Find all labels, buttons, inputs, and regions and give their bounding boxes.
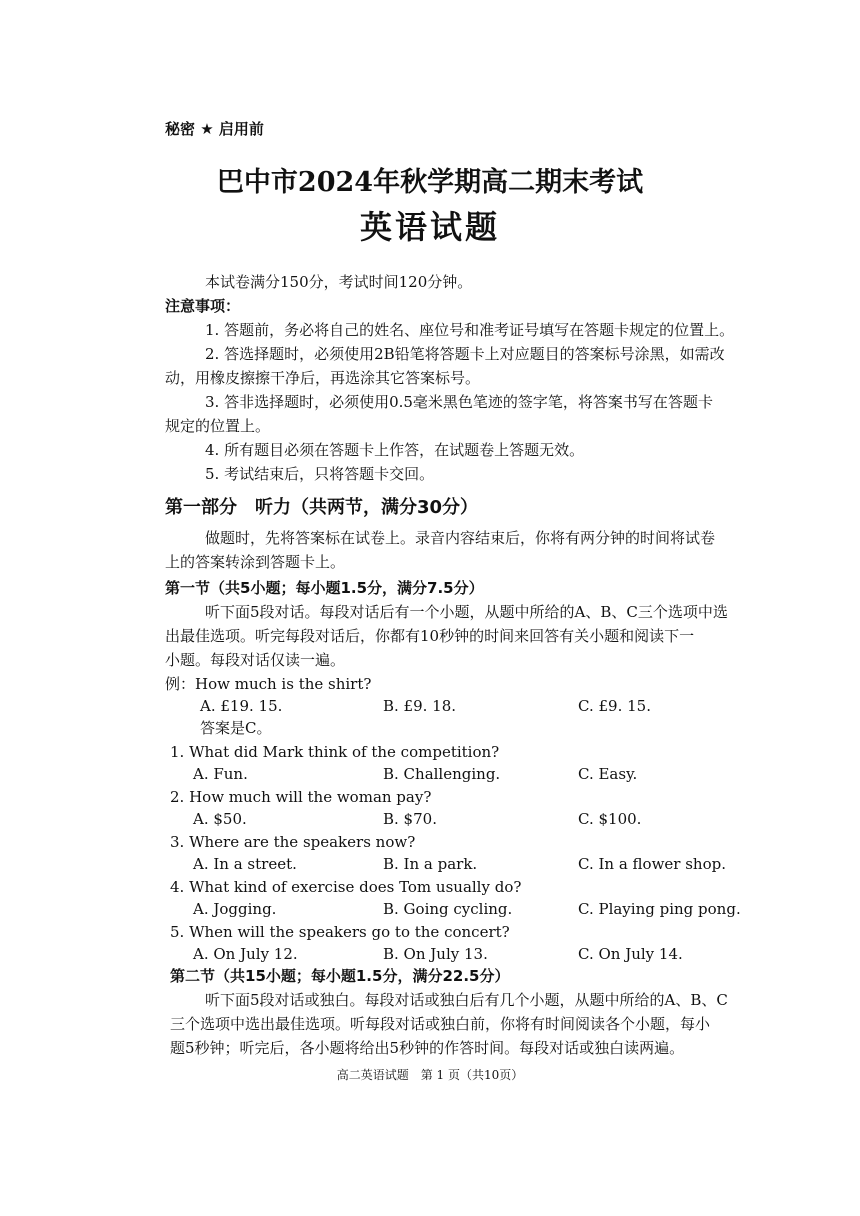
q3-option-c: C. In a flower shop. bbox=[578, 855, 726, 873]
q1-option-c: C. Easy. bbox=[578, 765, 638, 783]
q2-option-a: A. $50. bbox=[193, 810, 247, 828]
q2-option-c: C. $100. bbox=[578, 810, 642, 828]
confidential-label: 秘密 ★ 启用前 bbox=[165, 120, 264, 138]
q3-option-a: A. In a street. bbox=[193, 855, 297, 873]
q4-option-a: A. Jogging. bbox=[193, 900, 277, 918]
note-3-cont: 规定的位置上。 bbox=[165, 417, 271, 435]
section1-title: 第一节（共5小题；每小题1.5分，满分7.5分） bbox=[165, 579, 484, 597]
notes-title: 注意事项： bbox=[165, 297, 241, 315]
part1-desc-1: 做题时，先将答案标在试卷上。录音内容结束后，你将有两分钟的时间将试卷 bbox=[205, 529, 716, 547]
q1-option-a: A. Fun. bbox=[193, 765, 248, 783]
q5-option-b: B. On July 13. bbox=[383, 945, 488, 963]
q4-option-c: C. Playing ping pong. bbox=[578, 900, 741, 918]
note-4: 4. 所有题目必须在答题卡上作答，在试题卷上答题无效。 bbox=[205, 441, 585, 459]
section1-desc-3: 小题。每段对话仅读一遍。 bbox=[165, 651, 346, 669]
section1-desc-1: 听下面5段对话。每段对话后有一个小题，从题中所给的A、B、C三个选项中选 bbox=[205, 603, 728, 621]
q2-option-b: B. $70. bbox=[383, 810, 437, 828]
section1-desc-2: 出最佳选项。听完每段对话后，你都有10秒钟的时间来回答有关小题和阅读下一 bbox=[165, 627, 695, 645]
section2-desc-1: 听下面5段对话或独白。每段对话或独白后有几个小题，从题中所给的A、B、C bbox=[205, 991, 728, 1009]
section2-desc-2: 三个选项中选出最佳选项。听每段对话或独白前，你将有时间阅读各个小题，每小 bbox=[170, 1015, 711, 1033]
example-option-c: C. £9. 15. bbox=[578, 697, 651, 715]
q4-option-b: B. Going cycling. bbox=[383, 900, 513, 918]
q5-option-a: A. On July 12. bbox=[193, 945, 298, 963]
part1-title: 第一部分 听力（共两节，满分30分） bbox=[165, 497, 479, 518]
page-footer: 高二英语试题 第 1 页（共10页） bbox=[336, 1068, 524, 1082]
section2-title: 第二节（共15小题；每小题1.5分，满分22.5分） bbox=[170, 967, 510, 985]
score-line: 本试卷满分150分，考试时间120分钟。 bbox=[205, 273, 473, 291]
note-5: 5. 考试结束后，只将答题卡交回。 bbox=[205, 465, 435, 483]
note-2: 2. 答选择题时，必须使用2B铅笔将答题卡上对应题目的答案标号涂黑，如需改 bbox=[205, 345, 725, 363]
question-4: 4. What kind of exercise does Tom usually do? bbox=[170, 878, 522, 896]
exam-subtitle: 英语试题 bbox=[359, 208, 500, 246]
note-1: 1. 答题前，务必将自己的姓名、座位号和准考证号填写在答题卡规定的位置上。 bbox=[205, 321, 735, 339]
question-1: 1. What did Mark think of the competition? bbox=[170, 743, 500, 761]
question-3: 3. Where are the speakers now? bbox=[170, 833, 416, 851]
q1-option-b: B. Challenging. bbox=[383, 765, 501, 783]
example-question: 例：How much is the shirt? bbox=[165, 675, 372, 693]
part1-desc-2: 上的答案转涂到答题卡上。 bbox=[165, 553, 346, 571]
exam-title: 巴中市2024年秋学期高二期末考试 bbox=[216, 167, 644, 198]
q3-option-b: B. In a park. bbox=[383, 855, 478, 873]
q5-option-c: C. On July 14. bbox=[578, 945, 683, 963]
question-5: 5. When will the speakers go to the concert? bbox=[170, 923, 510, 941]
note-3: 3. 答非选择题时，必须使用0.5毫米黑色笔迹的签字笔，将答案书写在答题卡 bbox=[205, 393, 713, 411]
example-answer: 答案是C。 bbox=[200, 719, 272, 737]
note-2-cont: 动，用橡皮擦擦干净后，再选涂其它答案标号。 bbox=[165, 369, 481, 387]
section2-desc-3: 题5秒钟；听完后，各小题将给出5秒钟的作答时间。每段对话或独白读两遍。 bbox=[170, 1039, 685, 1057]
example-option-b: B. £9. 18. bbox=[383, 697, 457, 715]
question-2: 2. How much will the woman pay? bbox=[170, 788, 432, 806]
example-option-a: A. £19. 15. bbox=[200, 697, 283, 715]
